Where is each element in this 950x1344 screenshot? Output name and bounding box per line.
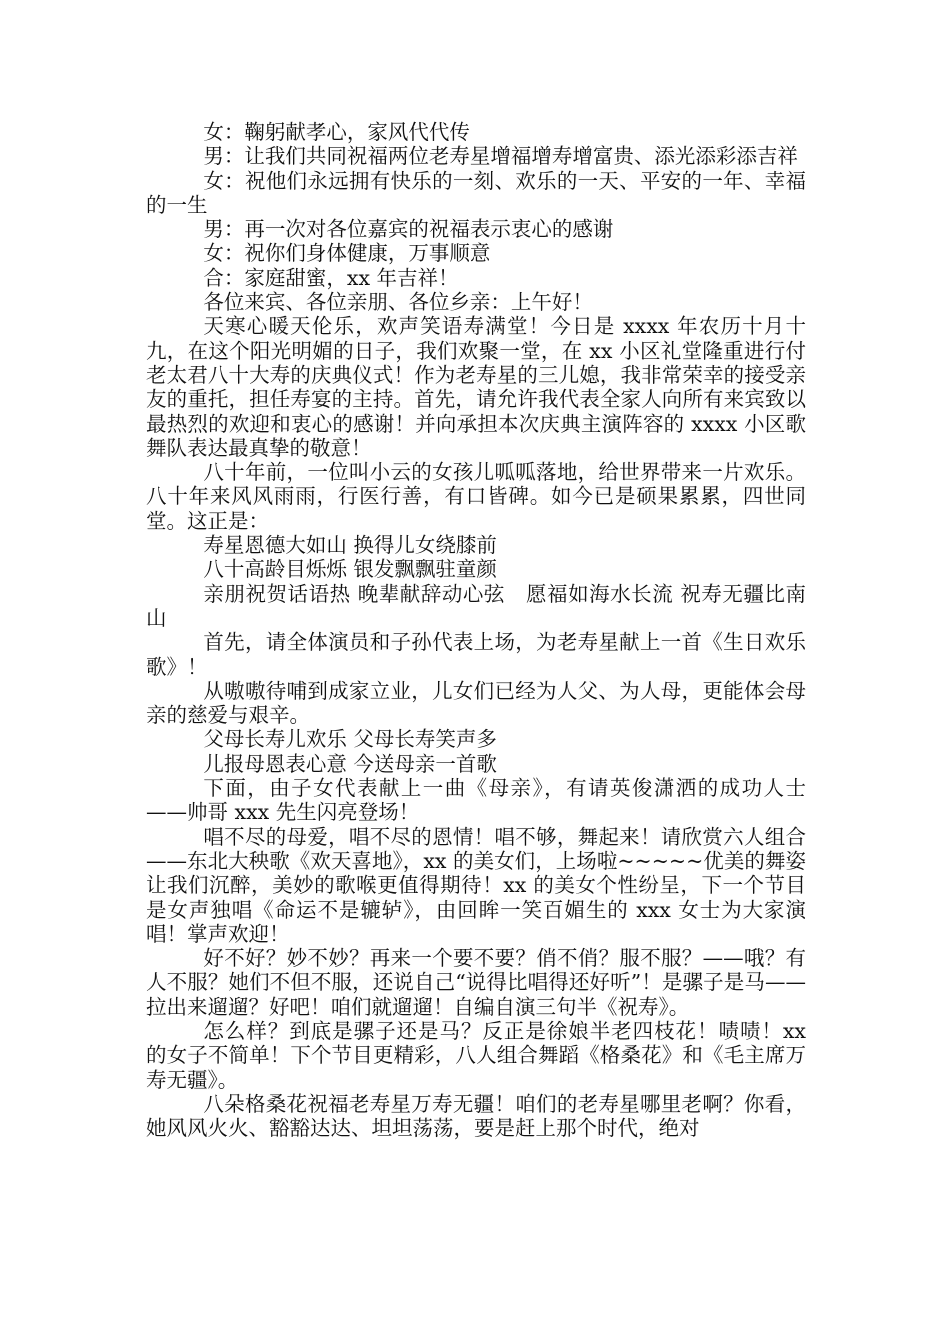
paragraph: 八朵格桑花祝福老寿星万寿无疆！咱们的老寿星哪里老啊？你看，她风风火火、豁豁达达、坦坦荡荡，要是赶上那个时代，绝对 <box>146 1091 806 1141</box>
paragraph: 首先，请全体演员和子孙代表上场，为老寿星献上一首《生日欢乐歌》！ <box>146 630 806 679</box>
paragraph: 女：祝他们永远拥有快乐的一刻、欢乐的一天、平安的一年、幸福的一生 <box>146 168 806 217</box>
paragraph: 天寒心暖天伦乐，欢声笑语寿满堂！今日是 xxxx 年农历十月十九，在这个阳光明媚的日子，我们欢聚一堂，在 xx 小区礼堂隆重进行付老太君八十大寿的庆典仪式！作为老寿星的三儿媳，我非常荣幸的接受亲友的重托，担任寿宴的主持。首先，请允许我代表全家人向所有来宾致以最热烈的欢迎和衷心的感谢！并向承担本次庆典主演阵容的 xxxx 小区歌舞队表达最真挚的敬意！ <box>146 314 806 460</box>
paragraph: 儿报母恩表心意 今送母亲一首歌 <box>203 751 497 776</box>
paragraph: 八十年前，一位叫小云的女孩儿呱呱落地，给世界带来一片欢乐。八十年来风风雨雨，行医行善，有口皆碑。如今已是硕果累累，四世同堂。这正是： <box>146 460 806 533</box>
paragraph: 女：祝你们身体健康，万事顺意 <box>203 241 491 266</box>
paragraph: 从嗷嗷待哺到成家立业，儿女们已经为人父、为人母，更能体会母亲的慈爱与艰辛。 <box>146 678 806 728</box>
paragraph: 父母长寿儿欢乐 父母长寿笑声多 <box>203 727 497 752</box>
paragraph: 合：家庭甜蜜，xx 年吉祥！ <box>203 265 459 290</box>
paragraph: 女：鞠躬献孝心，家风代代传 <box>203 120 470 144</box>
paragraph: 各位来宾、各位亲朋、各位乡亲：上午好！ <box>203 290 593 315</box>
paragraph: 唱不尽的母爱，唱不尽的恩情！唱不够，舞起来！请欣赏六人组合——东北大秧歌《欢天喜地》，xx 的美女们，上场啦~~~~~优美的舞姿让我们沉醉，美妙的歌喉更值得期待！xx 的美女个性纷呈，下一个节目是女声独唱《命运不是辘轳》，由回眸一笑百媚生的 xxx 女士为大家演唱！掌声欢迎！ <box>146 824 806 946</box>
paragraph: 好不好？妙不妙？再来一个要不要？俏不俏？服不服？——哦？有人不服？她们不但不服，还说自己“说得比唱得还好听”！是骡子是马——拉出来遛遛？好吧！咱们就遛遛！自编自演三句半《祝寿》。 <box>146 946 806 1019</box>
document-page <box>146 120 806 1140</box>
paragraph: 亲朋祝贺话语热 晚辈献辞动心弦 愿福如海水长流 祝寿无疆比南山 <box>146 581 806 630</box>
paragraph: 下面，由子女代表献上一曲《母亲》，有请英俊潇洒的成功人士——帅哥 xxx 先生闪亮登场！ <box>146 776 806 825</box>
paragraph: 八十高龄目烁烁 银发飘飘驻童颜 <box>203 557 497 582</box>
paragraph: 怎么样？到底是骡子还是马？反正是徐娘半老四枝花！啧啧！xx 的女子不简单！下个节目更精彩，八人组合舞蹈《格桑花》和《毛主席万寿无疆》。 <box>146 1018 806 1092</box>
paragraph: 寿星恩德大如山 换得儿女绕膝前 <box>203 533 497 558</box>
paragraph: 男：让我们共同祝福两位老寿星增福增寿增富贵、添光添彩添吉祥 <box>203 144 798 169</box>
paragraph: 男：再一次对各位嘉宾的祝福表示衷心的感谢 <box>203 217 614 242</box>
